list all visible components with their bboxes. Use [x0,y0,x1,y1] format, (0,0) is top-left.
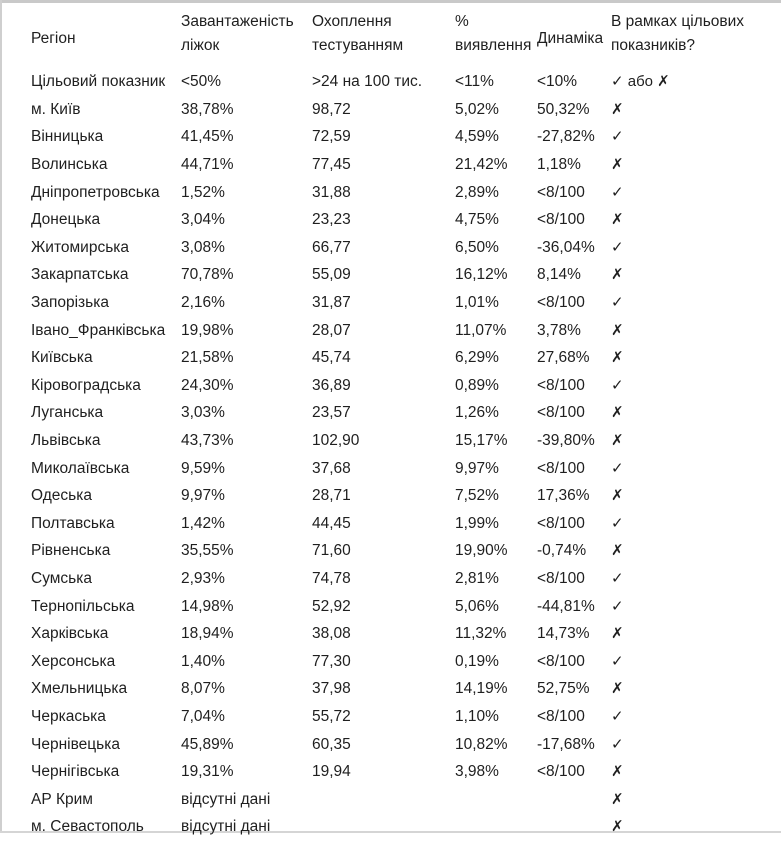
cell-dynamics: 14,73% [537,625,590,643]
cell-testing-coverage: 28,71 [312,487,351,505]
cell-detection-rate: 5,02% [455,100,499,118]
cell-dynamics: -17,68% [537,735,595,753]
header-detection-rate [455,10,537,68]
cell-region: Харківська [31,625,109,643]
table-row [31,96,761,124]
cell-region: Вінницька [31,128,104,146]
cell-detection-rate: 2,89% [455,183,499,201]
cell-detection-rate: 0,89% [455,376,499,394]
header-within-target-line2: показників? [611,37,695,54]
table-row [31,482,761,510]
table-row [31,510,761,538]
cell-dynamics: <8/100 [537,459,585,477]
cell-testing-coverage: 28,07 [312,321,351,339]
cell-testing-coverage: 102,90 [312,432,360,450]
cell-bed-occupancy: 9,59% [181,459,225,477]
table-row [31,592,761,620]
cell-dynamics: -0,74% [537,542,587,560]
target-indicator-row [31,68,761,96]
table-row [31,289,761,317]
header-testing-coverage-line1: Охоплення [312,13,392,30]
cell-detection-rate: <11% [455,73,494,91]
cell-within-target: ✗ [611,542,624,560]
cell-region: Черкаська [31,707,106,725]
table-row [31,647,761,675]
table-row [31,372,761,400]
cell-region: Запорізька [31,294,109,312]
cell-bed-occupancy: 24,30% [181,376,234,394]
cell-detection-rate [455,785,537,813]
cell-bed-occupancy: 1,42% [181,514,225,532]
cell-testing-coverage: 66,77 [312,238,351,256]
cell-detection-rate: 16,12% [455,266,508,284]
cell-testing-coverage: 36,89 [312,376,351,394]
cell-dynamics: -36,04% [537,238,595,256]
cell-region: Миколаївська [31,459,130,477]
header-bed-occupancy [181,10,312,68]
table-row [31,399,761,427]
header-testing-coverage [312,10,455,68]
cell-bed-occupancy: 7,04% [181,707,225,725]
cell-bed-occupancy: 21,58% [181,349,234,367]
cell-within-target: ✓ [611,735,624,753]
cell-bed-occupancy: 45,89% [181,735,234,753]
table-row [31,151,761,179]
cell-bed-occupancy: 38,78% [181,100,234,118]
cell-bed-occupancy: відсутні дані [181,790,271,808]
cell-dynamics: <8/100 [537,707,585,725]
header-within-target-line1: В рамках цільових [611,13,745,30]
cell-detection-rate: 7,52% [455,487,499,505]
header-within-target [611,10,761,68]
cell-detection-rate: 4,75% [455,211,499,229]
cell-dynamics: <8/100 [537,763,585,781]
cell-dynamics: 27,68% [537,349,590,367]
cell-detection-rate: 2,81% [455,569,499,587]
cell-dynamics: -39,80% [537,432,595,450]
cell-bed-occupancy: 18,94% [181,625,234,643]
table-row [31,785,761,813]
cell-region: Сумська [31,569,92,587]
cell-bed-occupancy: 14,98% [181,597,234,615]
cell-bed-occupancy: 9,97% [181,487,225,505]
cell-testing-coverage: 74,78 [312,569,351,587]
cell-region: Кіровоградська [31,376,141,394]
cell-testing-coverage: 31,88 [312,183,351,201]
table-row [31,675,761,703]
cell-dynamics: <8/100 [537,404,585,422]
table-row [31,703,761,731]
cell-testing-coverage [312,813,455,841]
cell-bed-occupancy: 2,93% [181,569,225,587]
table-row [31,620,761,648]
cell-testing-coverage: 55,09 [312,266,351,284]
cell-detection-rate: 6,50% [455,238,499,256]
table-row [31,234,761,262]
table-row [31,758,761,786]
cell-dynamics: <10% [537,73,578,91]
cell-within-target: ✗ [611,763,624,781]
cell-within-target: ✓ [611,128,624,146]
cell-bed-occupancy: 3,03% [181,404,225,422]
cell-testing-coverage: 72,59 [312,128,351,146]
cell-testing-coverage: 45,74 [312,349,351,367]
cell-testing-coverage: 23,23 [312,211,351,229]
table-row [31,537,761,565]
cell-region: Львівська [31,432,101,450]
table-row [31,261,761,289]
table-row [31,123,761,151]
cell-region: Чернігівська [31,763,120,781]
cell-bed-occupancy: відсутні дані [181,818,271,836]
header-testing-coverage-line2: тестуванням [312,37,404,54]
header-dynamics: Динаміка [537,30,604,47]
cell-region: Чернівецька [31,735,120,753]
cell-within-target: ✓ [611,238,624,256]
cell-bed-occupancy: 3,04% [181,211,225,229]
header-bed-occupancy-line1: Завантаженість [181,13,294,30]
header-row [31,10,761,68]
cell-within-target: ✓ [611,183,624,201]
header-detection-rate-line1: % [455,13,469,30]
cell-testing-coverage: >24 на 100 тис. [312,73,423,91]
cell-testing-coverage: 98,72 [312,100,351,118]
table-row [31,813,761,841]
cell-within-target: ✗ [611,680,624,698]
cell-testing-coverage: 77,30 [312,652,351,670]
cell-within-target: ✗ [611,321,624,339]
cell-region: Цільовий показник [31,73,166,91]
left-border [0,0,2,833]
cell-within-target: ✗ [611,818,624,836]
table-row [31,454,761,482]
covid-region-table [31,10,761,841]
cell-detection-rate [455,813,537,841]
cell-bed-occupancy: 19,31% [181,763,234,781]
cell-region: АР Крим [31,790,93,808]
cell-region: Житомирська [31,238,130,256]
cell-dynamics: 3,78% [537,321,581,339]
cell-dynamics: <8/100 [537,376,585,394]
cell-detection-rate: 9,97% [455,459,499,477]
cell-bed-occupancy: 3,08% [181,238,225,256]
cell-region: Київська [31,349,93,367]
cell-dynamics: 52,75% [537,680,590,698]
cell-within-target: ✗ [611,432,624,450]
table-row [31,206,761,234]
cell-detection-rate: 1,99% [455,514,499,532]
cell-within-target: ✗ [611,211,624,229]
table-row [31,565,761,593]
cell-within-target: ✗ [611,487,624,505]
cell-detection-rate: 4,59% [455,128,499,146]
cell-region: м. Севастополь [31,818,144,836]
cell-detection-rate: 14,19% [455,680,508,698]
header-region: Регіон [31,30,76,47]
table-row [31,427,761,455]
cell-within-target: ✗ [611,266,624,284]
cell-bed-occupancy: 8,07% [181,680,225,698]
cell-testing-coverage: 37,68 [312,459,351,477]
cell-region: Дніпропетровська [31,183,160,201]
cell-within-target: ✗ [611,100,624,118]
cell-detection-rate: 21,42% [455,156,508,174]
cell-detection-rate: 1,10% [455,707,499,725]
cell-testing-coverage: 55,72 [312,707,351,725]
cell-region: Хмельницька [31,680,128,698]
cell-bed-occupancy: 1,52% [181,183,225,201]
cell-within-target: ✓ [611,707,624,725]
cell-region: Донецька [31,211,101,229]
cell-detection-rate: 3,98% [455,763,499,781]
cell-region: м. Київ [31,100,81,118]
cell-within-target: ✓ [611,569,624,587]
cell-within-target: ✗ [611,790,624,808]
table-header [31,10,761,68]
cell-within-target: ✓ [611,376,624,394]
cell-testing-coverage: 44,45 [312,514,351,532]
cell-bed-occupancy: 2,16% [181,294,225,312]
cell-region: Херсонська [31,652,116,670]
cell-detection-rate: 11,32% [455,625,507,643]
cell-dynamics: <8/100 [537,569,585,587]
cell-region: Рівненська [31,542,111,560]
cell-detection-rate: 11,07% [455,321,507,339]
cell-region: Полтавська [31,514,115,532]
table-row [31,178,761,206]
cell-region: Тернопільська [31,597,135,615]
table-row [31,316,761,344]
cell-detection-rate: 1,01% [455,294,499,312]
cell-dynamics: <8/100 [537,652,585,670]
cell-testing-coverage: 31,87 [312,294,351,312]
cell-dynamics: 17,36% [537,487,590,505]
cell-within-target: ✓ [611,597,624,615]
cell-dynamics: <8/100 [537,211,585,229]
cell-within-target: ✓ [611,652,624,670]
cell-dynamics [537,813,611,841]
cell-dynamics: 8,14% [537,266,581,284]
cell-bed-occupancy: 35,55% [181,542,234,560]
cell-bed-occupancy: 1,40% [181,652,225,670]
header-detection-rate-line2: виявлення [455,37,532,54]
cell-region: Одеська [31,487,92,505]
table-row [31,730,761,758]
cell-testing-coverage: 52,92 [312,597,351,615]
table-body [31,68,761,841]
cell-bed-occupancy: 44,71% [181,156,234,174]
cell-within-target: ✓ або ✗ [611,73,670,91]
cell-region: Івано_Франківська [31,321,166,339]
cell-detection-rate: 19,90% [455,542,508,560]
cell-dynamics: 1,18% [537,156,581,174]
cell-detection-rate: 0,19% [455,652,499,670]
cell-within-target: ✗ [611,404,624,422]
cell-within-target: ✗ [611,156,624,174]
cell-testing-coverage [312,785,455,813]
cell-region: Волинська [31,156,108,174]
header-bed-occupancy-line2: ліжок [181,37,220,54]
cell-bed-occupancy: 41,45% [181,128,234,146]
cell-testing-coverage: 38,08 [312,625,351,643]
cell-testing-coverage: 19,94 [312,763,351,781]
cell-detection-rate: 5,06% [455,597,499,615]
cell-testing-coverage: 60,35 [312,735,351,753]
top-border [0,0,781,3]
cell-within-target: ✗ [611,625,624,643]
cell-testing-coverage: 71,60 [312,542,351,560]
cell-region: Закарпатська [31,266,129,284]
cell-bed-occupancy: 43,73% [181,432,234,450]
cell-dynamics: -44,81% [537,597,595,615]
cell-dynamics: <8/100 [537,183,585,201]
cell-bed-occupancy: 70,78% [181,266,234,284]
cell-detection-rate: 6,29% [455,349,499,367]
table-row [31,344,761,372]
cell-region: Луганська [31,404,104,422]
cell-within-target: ✓ [611,459,624,477]
cell-testing-coverage: 37,98 [312,680,351,698]
cell-within-target: ✓ [611,294,624,312]
cell-within-target: ✗ [611,349,624,367]
cell-dynamics: <8/100 [537,294,585,312]
cell-bed-occupancy: 19,98% [181,321,234,339]
cell-dynamics: 50,32% [537,100,590,118]
cell-detection-rate: 15,17% [455,432,508,450]
cell-detection-rate: 10,82% [455,735,508,753]
cell-dynamics: -27,82% [537,128,595,146]
cell-detection-rate: 1,26% [455,404,499,422]
cell-testing-coverage: 77,45 [312,156,351,174]
cell-dynamics: <8/100 [537,514,585,532]
cell-within-target: ✓ [611,514,624,532]
cell-bed-occupancy: <50% [181,73,222,91]
cell-testing-coverage: 23,57 [312,404,351,422]
cell-dynamics [537,785,611,813]
